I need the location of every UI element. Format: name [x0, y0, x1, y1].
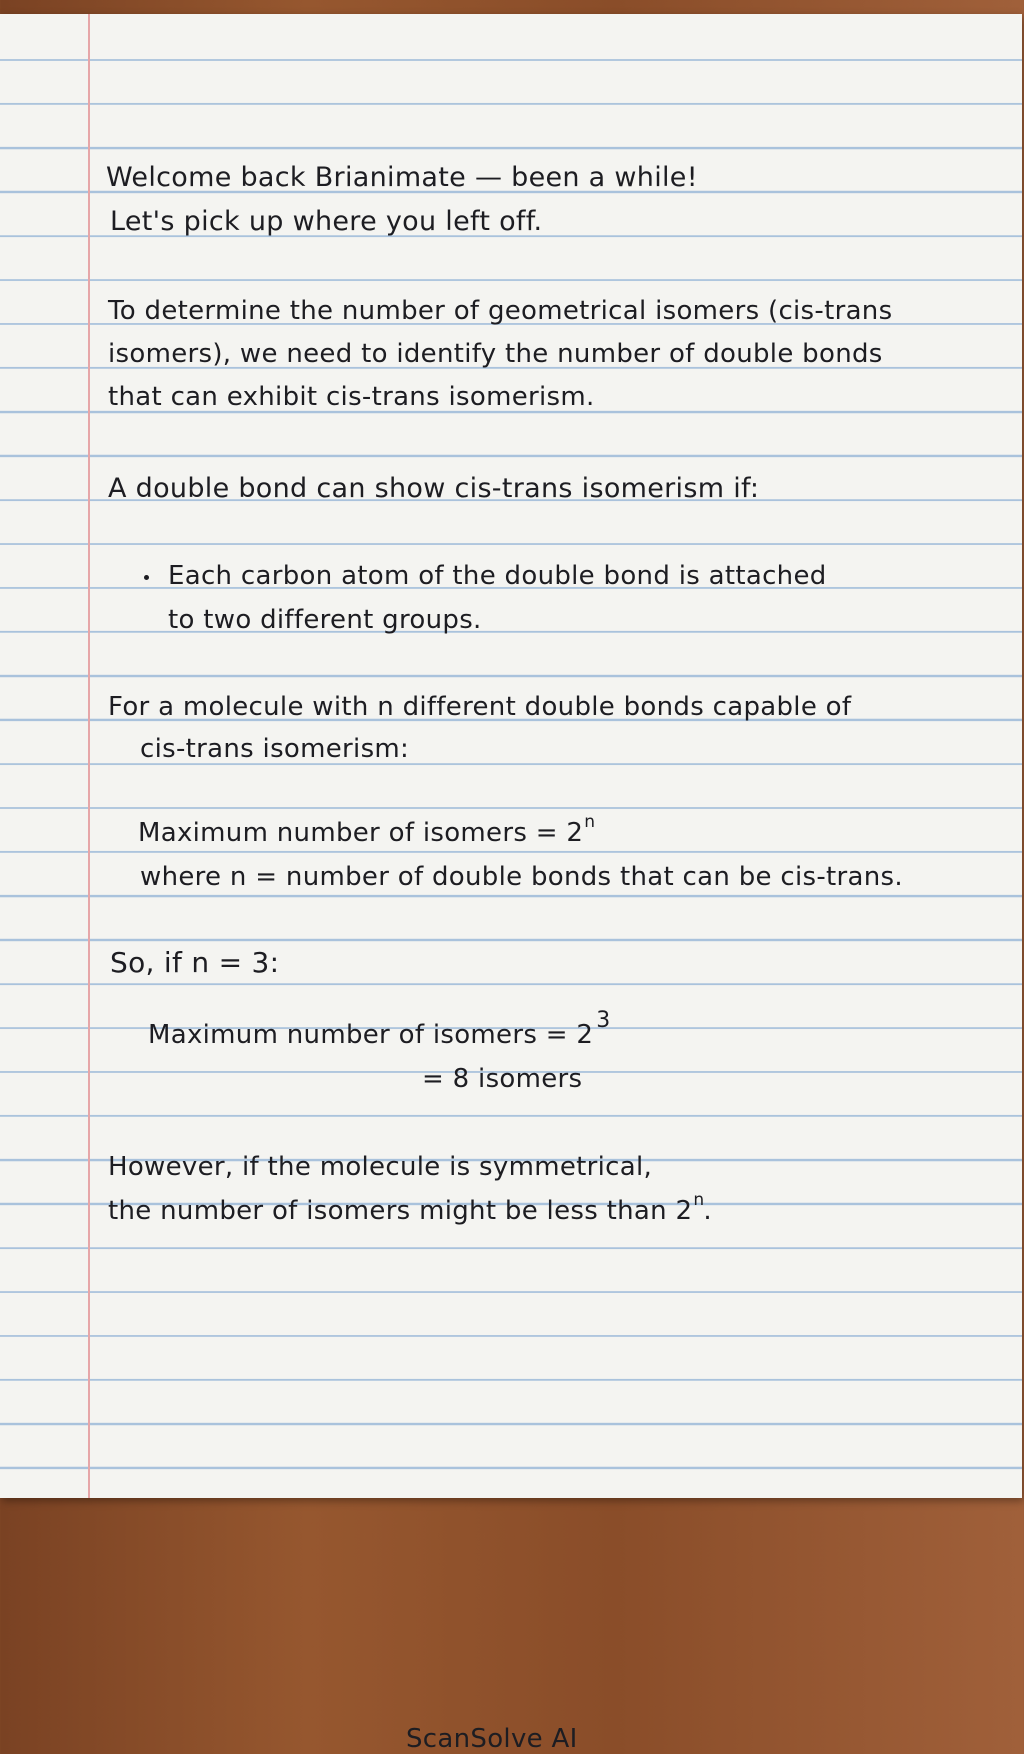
example-line-2: = 8 isomers	[422, 1064, 583, 1094]
caveat-text: the number of isomers might be less than 2	[108, 1196, 693, 1226]
margin-line	[88, 14, 90, 1498]
caveat-exponent: n	[693, 1190, 705, 1210]
intro-line-3: that can exhibit cis-trans isomerism.	[108, 382, 595, 412]
formula-intro-line-2: cis-trans isomerism:	[140, 734, 410, 764]
formula-line-1	[138, 812, 596, 848]
intro-line-2: isomers), we need to identify the number of double bonds	[108, 339, 883, 369]
footer-brand: ScanSolve AI	[406, 1724, 578, 1754]
intro-line-1: To determine the number of geometrical isomers (cis-trans	[108, 296, 893, 326]
greeting-line-2: Let's pick up where you left off.	[110, 206, 543, 237]
condition-bullet-line-1: Each carbon atom of the double bond is attached	[168, 561, 827, 591]
condition-bullet-line-2: to two different groups.	[168, 605, 482, 635]
notebook-page	[0, 14, 1022, 1498]
caveat-line-2	[108, 1190, 712, 1226]
caveat-end: .	[703, 1196, 712, 1226]
greeting-line-1: Welcome back Brianimate — been a while!	[106, 162, 698, 193]
caveat-line-1: However, if the molecule is symmetrical,	[108, 1152, 653, 1182]
formula-text: Maximum number of isomers = 2	[138, 818, 584, 848]
formula-intro-line-1: For a molecule with n different double bonds capable of	[108, 692, 852, 722]
example-line-1	[148, 1008, 611, 1050]
bullet-dot	[144, 575, 149, 580]
example-exponent: 3	[596, 1008, 611, 1033]
example-heading: So, if n = 3:	[110, 946, 280, 979]
example-text: Maximum number of isomers = 2	[148, 1020, 594, 1050]
condition-heading: A double bond can show cis-trans isomerism if:	[108, 473, 760, 504]
formula-line-2: where n = number of double bonds that can be cis-trans.	[140, 862, 903, 892]
formula-exponent: n	[584, 812, 596, 832]
